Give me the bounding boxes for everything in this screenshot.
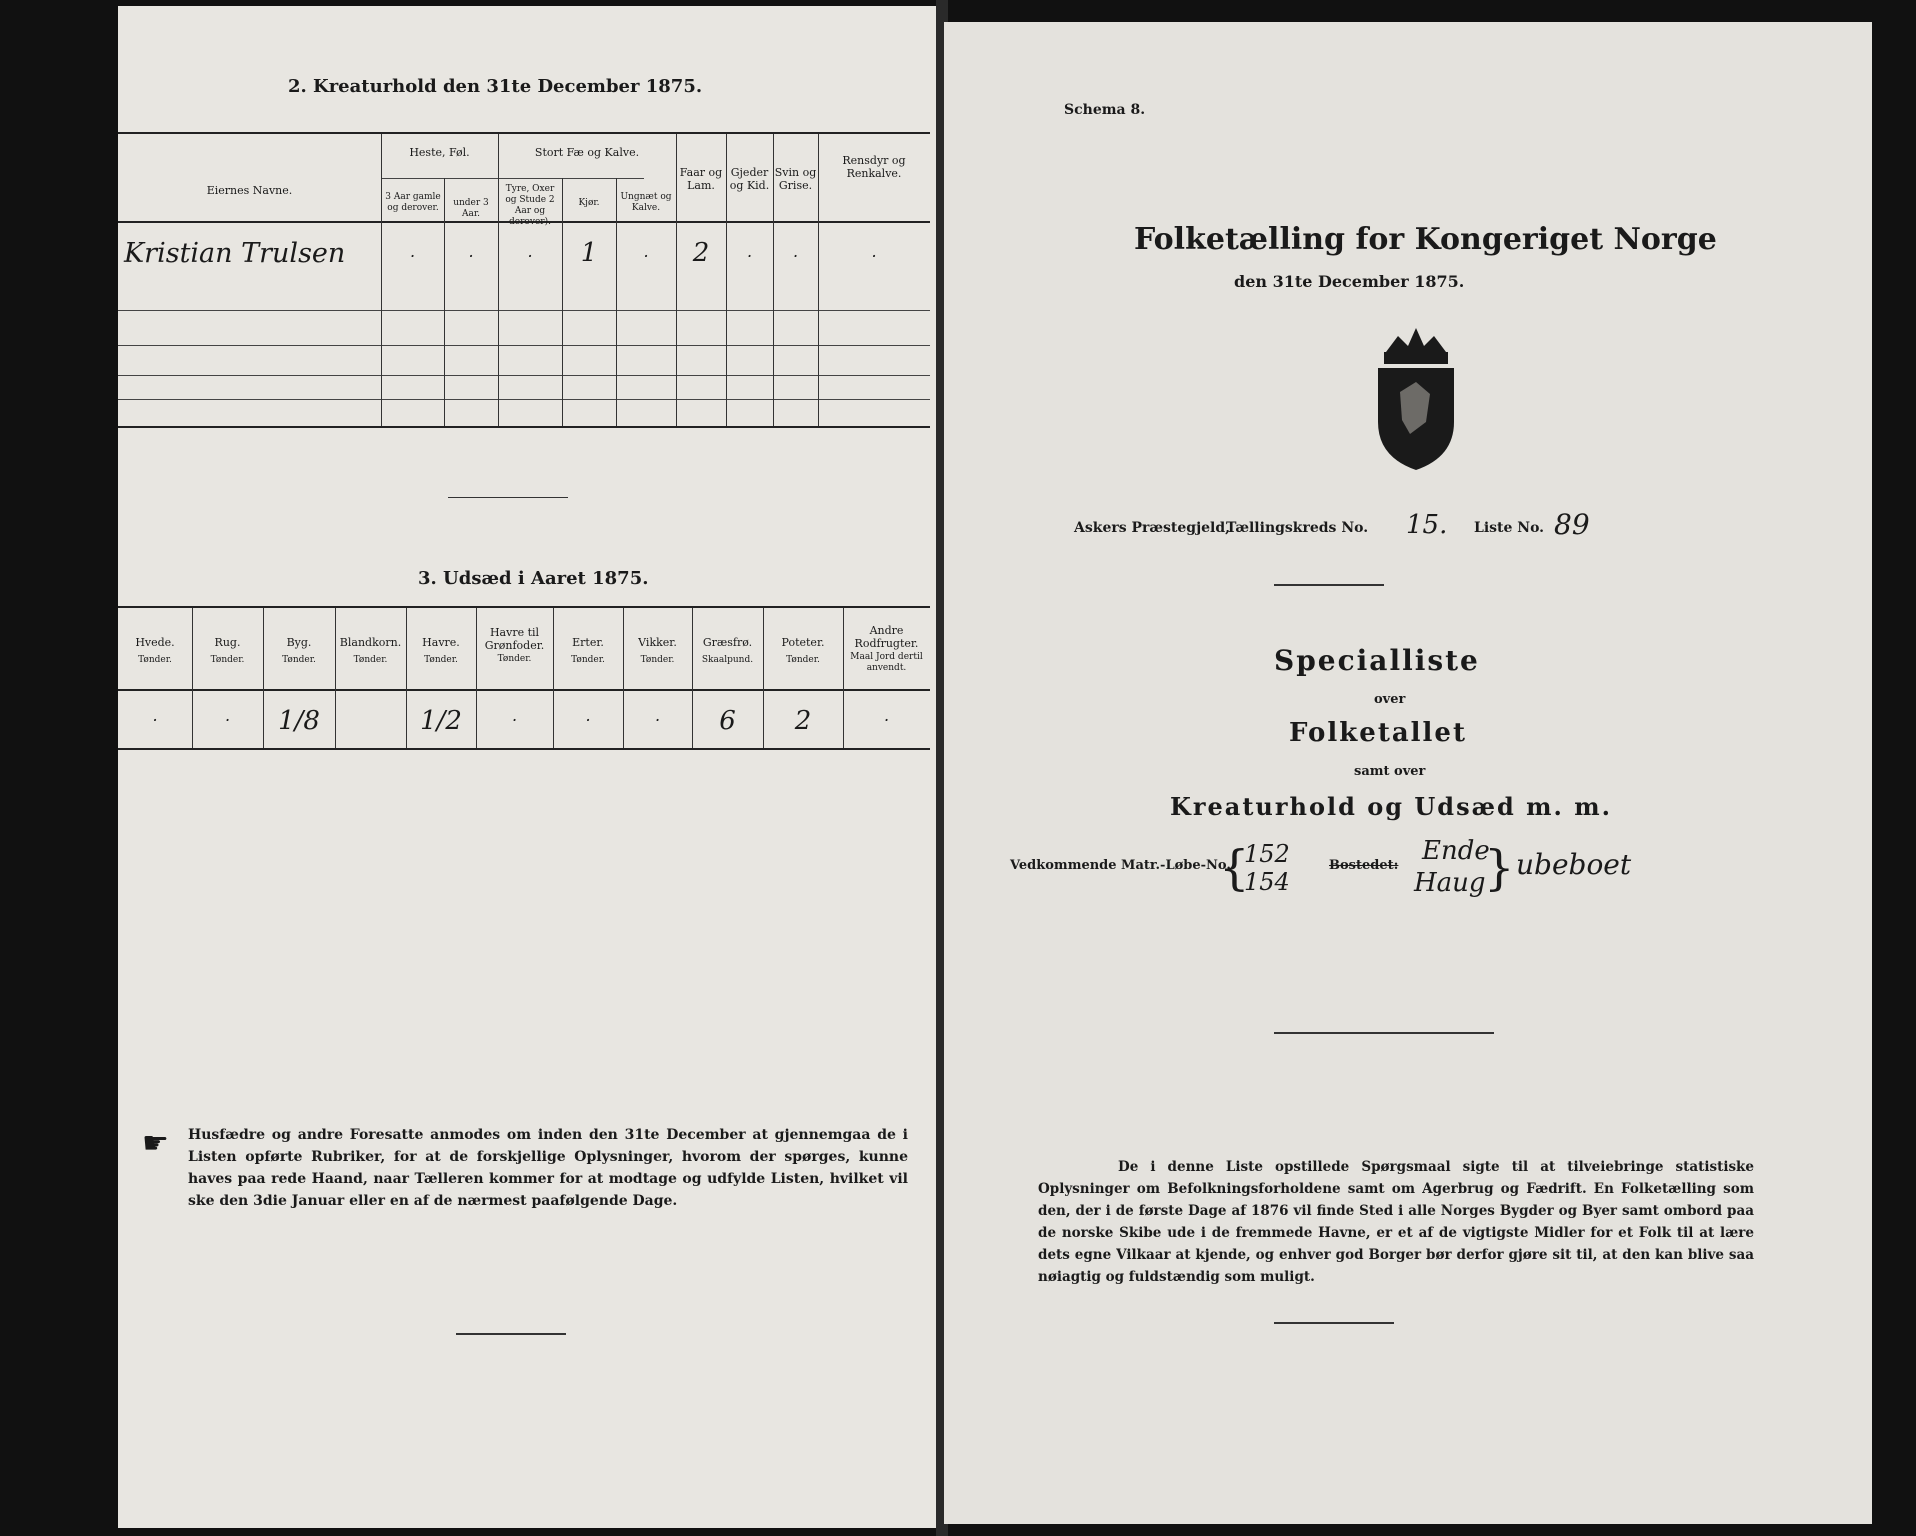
cell-gjeder: . [746, 242, 753, 261]
cell-rensdyr: . [871, 242, 877, 261]
kreaturhold-title: Kreaturhold og Udsæd m. m. [1170, 792, 1612, 821]
matr-number-1: 152 [1244, 840, 1290, 868]
col-header-owner: Eiernes Navne. [206, 184, 293, 197]
col-header-heste-old: 3 Aar gamle og derover. [385, 192, 441, 213]
seed-col-byg: Byg. Tønder. [282, 636, 316, 665]
bosted-label: Bostedet: [1329, 858, 1399, 873]
table-rule [118, 132, 930, 134]
cell-heste-young: . [468, 242, 474, 261]
seed-val-havre-gronfoder: . [511, 706, 518, 725]
over-text: over [1374, 692, 1406, 707]
seed-val-byg: 1/8 [278, 706, 320, 736]
seed-col-rug: Rug. Tønder. [210, 636, 245, 665]
col-header-gjeder: Gjeder og Kid. [729, 166, 770, 192]
cell-faar: 2 [692, 238, 710, 268]
liste-number: 89 [1554, 508, 1590, 541]
seed-val-havre: 1/2 [420, 706, 462, 736]
prestegjeld-label: Askers Præstegjeld, [1074, 520, 1231, 536]
divider [456, 1333, 566, 1335]
seed-col-erter: Erter. Tønder. [571, 636, 605, 665]
main-title: Folketælling for Kongeriget Norge [1134, 222, 1717, 257]
status-text: ubeboet [1516, 848, 1632, 881]
folketallet-title: Folketallet [1289, 718, 1467, 748]
section3-title: 3. Udsæd i Aaret 1875. [418, 568, 649, 589]
coat-of-arms-icon [1356, 322, 1476, 472]
liste-label: Liste No. [1474, 520, 1545, 536]
divider [448, 497, 568, 498]
left-page [118, 6, 938, 1528]
seed-val-graesfro: 6 [719, 706, 736, 736]
owner-name: Kristian Trulsen [124, 238, 346, 269]
section2-title: 2. Kreaturhold den 31te December 1875. [288, 76, 703, 97]
kreds-label: Tællingskreds No. [1226, 520, 1369, 536]
schema-label: Schema 8. [1064, 102, 1146, 118]
col-header-svin: Svin og Grise. [774, 166, 817, 192]
right-page [944, 22, 1872, 1524]
seed-val-hvede: . [152, 706, 158, 725]
seed-val-vikker: . [654, 706, 661, 725]
specialliste-title: Specialliste [1274, 644, 1480, 677]
matr-number-2: 154 [1244, 868, 1290, 896]
seed-col-hvede: Hvede. Tønder. [135, 636, 175, 665]
seed-col-havre-gronfoder: Havre til Grønfoder. Tønder. [484, 626, 545, 664]
seed-col-vikker: Vikker. Tønder. [638, 636, 677, 665]
divider [1274, 584, 1384, 586]
right-brace: } [1484, 840, 1515, 896]
col-header-stort-young: Ungnæt og Kalve. [620, 192, 672, 213]
instruction-note: Husfædre og andre Foresatte anmodes om inden den 31te December at gjennemgaa de i Listen opførte Rubriker, for at de forskjellige Oplysninger, hvorom der spørges, kunne haves paa rede Haand, naar Tælleren kommer for at modtage og udfylde Listen, hvilket vil ske den 3die Januar eller en af de nærmest paafølgende Dage. [188, 1127, 908, 1209]
pointing-hand-icon: ☛ [142, 1126, 169, 1161]
cell-stort-young: . [643, 242, 649, 261]
bosted-name-1: Ende [1422, 836, 1490, 866]
seed-val-andre: . [883, 706, 890, 725]
seed-val-erter: . [585, 706, 591, 725]
col-header-stort-bulls: Tyre, Oxer og Stude 2 Aar og derover). [505, 184, 555, 227]
col-header-stort: Stort Fæ og Kalve. [534, 146, 640, 159]
left-brace: { [1219, 840, 1250, 896]
cell-stort-bulls: . [527, 242, 533, 261]
cell-heste-old: . [409, 242, 416, 261]
kreds-number: 15. [1406, 510, 1448, 540]
col-header-faar: Faar og Lam. [679, 166, 723, 192]
col-header-heste: Heste, Føl. [409, 146, 470, 159]
seed-col-graesfro: Græsfrø. Skaalpund. [701, 636, 754, 665]
matr-label: Vedkommende Matr.-Løbe-No. [1010, 858, 1231, 873]
seed-col-blandkorn: Blandkorn. Tønder. [339, 636, 402, 665]
samt-over-text: samt over [1354, 764, 1426, 779]
divider [1274, 1322, 1394, 1324]
bosted-name-2: Haug [1414, 868, 1486, 898]
seed-col-havre: Havre. Tønder. [422, 636, 460, 665]
col-header-stort-cows: Kjør. [578, 198, 600, 208]
seed-col-poteter: Poteter. Tønder. [781, 636, 825, 665]
cell-stort-cows: 1 [580, 238, 598, 268]
seed-val-poteter: 2 [794, 706, 812, 736]
date-line: den 31te December 1875. [1234, 272, 1465, 291]
footer-paragraph: De i denne Liste opstillede Spørgsmaal sigte til at tilveiebringe statistiske Oplysninger om Befolkningsforholdene samt om Agerbrug og Fædrift. En Folketælling som den, der i de første Dage af 1876 vil finde Sted i alle Norges Bygder og Byer samt ombord paa de norske Skibe ude i de fremmede Havne, er et af de vigtigste Midler for et Folk til at lære dets egne Vilkaar at kjende, og enhver god Borger bør derfor gjøre sit til, at den kan blive saa nøiagtig og fuldstændig som muligt. [1038, 1159, 1754, 1285]
seed-val-rug: . [224, 706, 231, 725]
col-header-rensdyr: Rensdyr og Renkalve. [842, 154, 906, 180]
table-rule [118, 426, 930, 428]
divider [1274, 1032, 1494, 1034]
seed-col-andre: Andre Rodfrugter. Maal Jord dertil anvendt. [850, 624, 923, 673]
col-header-heste-young: under 3 Aar. [453, 198, 489, 219]
cell-svin: . [792, 242, 799, 261]
